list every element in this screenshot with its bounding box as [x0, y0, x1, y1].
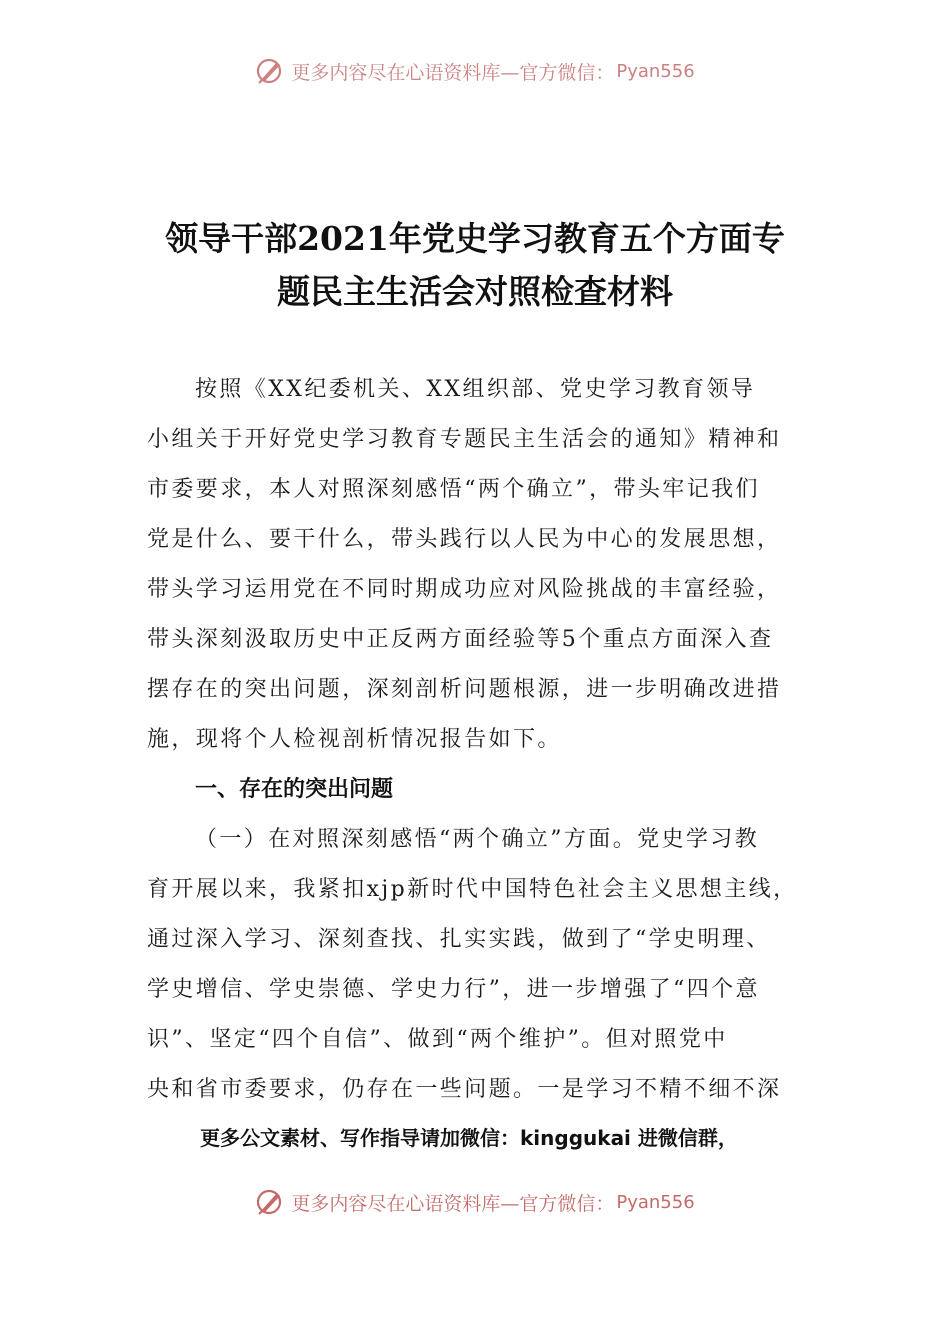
paragraph-line: 按照《XX纪委机关、XX组织部、党史学习教育领导: [195, 377, 756, 402]
header-watermark-text: 更多内容尽在心语资料库—官方微信：: [291, 61, 615, 84]
document-title: [100, 212, 850, 318]
paragraph-line: 党是什么、要干什么，带头践行以人民为中心的发展思想，: [147, 527, 782, 552]
paragraph-line: 摆存在的突出问题，深刻剖析问题根源，进一步明确改进措: [147, 677, 782, 702]
footer-watermark-text: 更多内容尽在心语资料库—官方微信：: [291, 1192, 615, 1215]
section-heading: 一、存在的突出问题: [195, 777, 394, 802]
paragraph-line: 央和省市委要求，仍存在一些问题。一是学习不精不细不深: [147, 1077, 782, 1102]
footer-watermark: [0, 1185, 950, 1219]
pen-logo-icon: [255, 56, 285, 86]
paragraph-line: 带头学习运用党在不同时期成功应对风险挑战的丰富经验，: [147, 577, 782, 602]
title-line-2: 题民主生活会对照检查材料: [277, 272, 673, 311]
section-paragraph: [147, 815, 807, 1115]
paragraph-line: 育开展以来，我紧扣xjp新时代中国特色社会主义思想主线，: [147, 877, 798, 902]
paragraph-line: 学史增信、学史崇德、学史力行”，进一步增强了“四个意: [147, 977, 760, 1002]
intro-paragraph: [147, 365, 807, 765]
paragraph-line: 市委要求，本人对照深刻感悟“两个确立”，带头牢记我们: [147, 477, 760, 502]
paragraph-line: 小组关于开好党史学习教育专题民主生活会的通知》精神和: [147, 427, 782, 452]
header-watermark-id: Pyan556: [616, 60, 695, 82]
paragraph-line: 识”、坚定“四个自信”、做到“两个维护”。但对照党中: [147, 1027, 728, 1052]
title-line-1: 领导干部2021年党史学习教育五个方面专: [165, 219, 785, 258]
pen-logo-icon: [255, 1187, 285, 1217]
footer-watermark-id: Pyan556: [616, 1191, 695, 1213]
paragraph-line: 通过深入学习、深刻查找、扎实实践，做到了“学史明理、: [147, 927, 771, 952]
promo-line: 更多公文素材、写作指导请加微信：kinggukai 进微信群，: [200, 1126, 738, 1150]
paragraph-line: 施，现将个人检视剖析情况报告如下。: [147, 727, 562, 752]
header-watermark: [0, 54, 950, 88]
paragraph-line: （一）在对照深刻感悟“两个确立”方面。党史学习教: [195, 827, 760, 852]
paragraph-line: 带头深刻汲取历史中正反两方面经验等5个重点方面深入查: [147, 627, 774, 652]
